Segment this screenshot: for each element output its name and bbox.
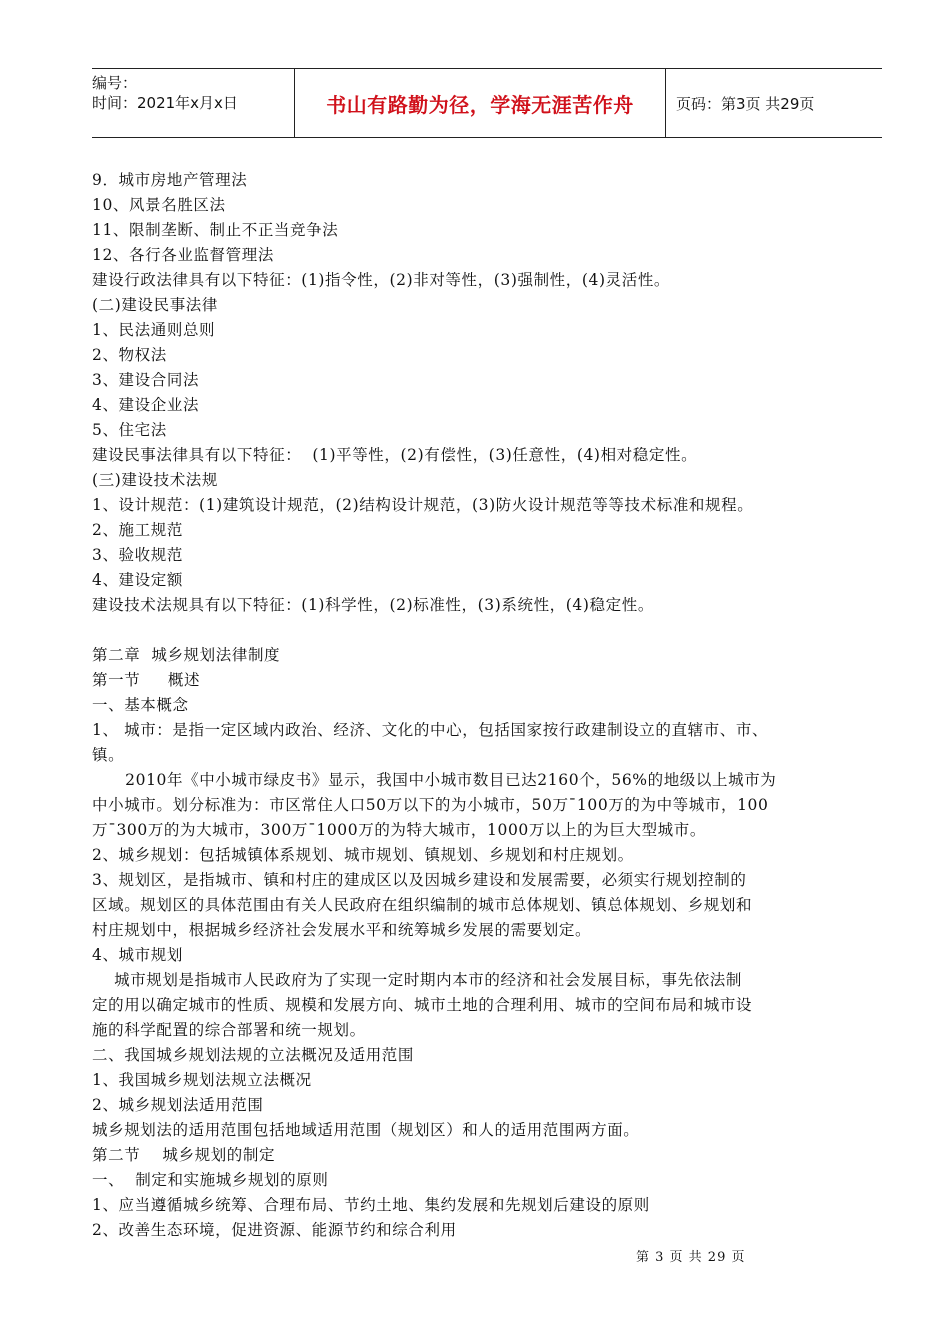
text-line: 9．城市房地产管理法 bbox=[92, 171, 248, 189]
page-header bbox=[92, 68, 882, 138]
text-line: 2010年《中小城市绿皮书》显示，我国中小城市数目已达2160个，56%的地级以上城市为 bbox=[92, 771, 777, 789]
text-line: 村庄规划中，根据城乡经济社会发展水平和统筹城乡发展的需要划定。 bbox=[92, 921, 592, 939]
text-line: 施的科学配置的综合部署和统一规划。 bbox=[92, 1021, 366, 1039]
text-line: 城市规划是指城市人民政府为了实现一定时期内本市的经济和社会发展目标，事先依法制 bbox=[92, 971, 743, 989]
text-line: 4、建设定额 bbox=[92, 571, 183, 589]
text-line: 第一节 概述 bbox=[92, 671, 201, 689]
text-line: 2、物权法 bbox=[92, 346, 167, 364]
text-line: 5、住宅法 bbox=[92, 421, 167, 439]
text-line: 4、城市规划 bbox=[92, 946, 183, 964]
text-line: 1、我国城乡规划法规立法概况 bbox=[92, 1071, 312, 1089]
text-line: 1、应当遵循城乡统筹、合理布局、节约土地、集约发展和先规划后建设的原则 bbox=[92, 1196, 650, 1214]
motto: 书山有路勤为径，学海无涯苦作舟 bbox=[294, 69, 666, 137]
text-line: 建设行政法律具有以下特征：(1)指令性，(2)非对等性，(3)强制性，(4)灵活性。 bbox=[92, 271, 671, 289]
text-line: 第二章 城乡规划法律制度 bbox=[92, 646, 281, 664]
document-body bbox=[92, 168, 892, 1243]
page-footer: 第 3 页 共 29 页 bbox=[636, 1250, 746, 1265]
text-line: 2、改善生态环境，促进资源、能源节约和综合利用 bbox=[92, 1221, 457, 1239]
text-line: 区域。规划区的具体范围由有关人民政府在组织编制的城市总体规划、镇总体规划、乡规划和 bbox=[92, 896, 753, 914]
text-line: 万¯300万的为大城市，300万¯1000万的为特大城市，1000万以上的为巨大型城市。 bbox=[92, 821, 706, 839]
text-line: 定的用以确定城市的性质、规模和发展方向、城市土地的合理利用、城市的空间布局和城市设 bbox=[92, 996, 753, 1014]
text-line: 镇。 bbox=[92, 746, 125, 764]
time-label: 时间：2021年x月x日 bbox=[92, 94, 238, 112]
text-line: 一、 制定和实施城乡规划的原则 bbox=[92, 1171, 329, 1189]
blank-line bbox=[92, 618, 892, 643]
text-line: (三)建设技术法规 bbox=[92, 471, 218, 489]
text-line: 城乡规划法的适用范围包括地域适用范围（规划区）和人的适用范围两方面。 bbox=[92, 1121, 640, 1139]
header-left bbox=[92, 69, 294, 137]
text-line: 11、限制垄断、制止不正当竞争法 bbox=[92, 221, 339, 239]
text-line: 1、民法通则总则 bbox=[92, 321, 216, 339]
text-line: 2、城乡规划法适用范围 bbox=[92, 1096, 264, 1114]
text-line: 3、规划区，是指城市、镇和村庄的建成区以及因城乡建设和发展需要，必须实行规划控制的 bbox=[92, 871, 747, 889]
text-line: 2、城乡规划：包括城镇体系规划、城市规划、镇规划、乡规划和村庄规划。 bbox=[92, 846, 634, 864]
text-line: 1、设计规范：(1)建筑设计规范，(2)结构设计规范，(3)防火设计规范等等技术标准和规程。 bbox=[92, 496, 754, 514]
text-line: 建设民事法律具有以下特征： (1)平等性，(2)有偿性，(3)任意性，(4)相对稳定性。 bbox=[92, 446, 698, 464]
text-line: (二)建设民事法律 bbox=[92, 296, 218, 314]
text-line: 3、验收规范 bbox=[92, 546, 183, 564]
text-line: 12、各行各业监督管理法 bbox=[92, 246, 274, 264]
text-line: 2、施工规范 bbox=[92, 521, 183, 539]
text-line: 4、建设企业法 bbox=[92, 396, 200, 414]
page-label: 页码：第3页 共29页 bbox=[676, 94, 815, 113]
number-label: 编号： bbox=[92, 74, 138, 92]
text-line: 3、建设合同法 bbox=[92, 371, 200, 389]
text-line: 1、 城市：是指一定区域内政治、经济、文化的中心，包括国家按行政建制设立的直辖市、市、 bbox=[92, 721, 769, 739]
text-line: 10、风景名胜区法 bbox=[92, 196, 226, 214]
text-line: 第二节 城乡规划的制定 bbox=[92, 1146, 276, 1164]
text-line: 中小城市。划分标准为：市区常住人口50万以下的为小城市，50万¯100万的为中等城市，100 bbox=[92, 796, 769, 814]
text-line: 建设技术法规具有以下特征：(1)科学性，(2)标准性，(3)系统性，(4)稳定性。 bbox=[92, 596, 654, 614]
text-line: 二、我国城乡规划法规的立法概况及适用范围 bbox=[92, 1046, 415, 1064]
text-line: 一、基本概念 bbox=[92, 696, 189, 714]
